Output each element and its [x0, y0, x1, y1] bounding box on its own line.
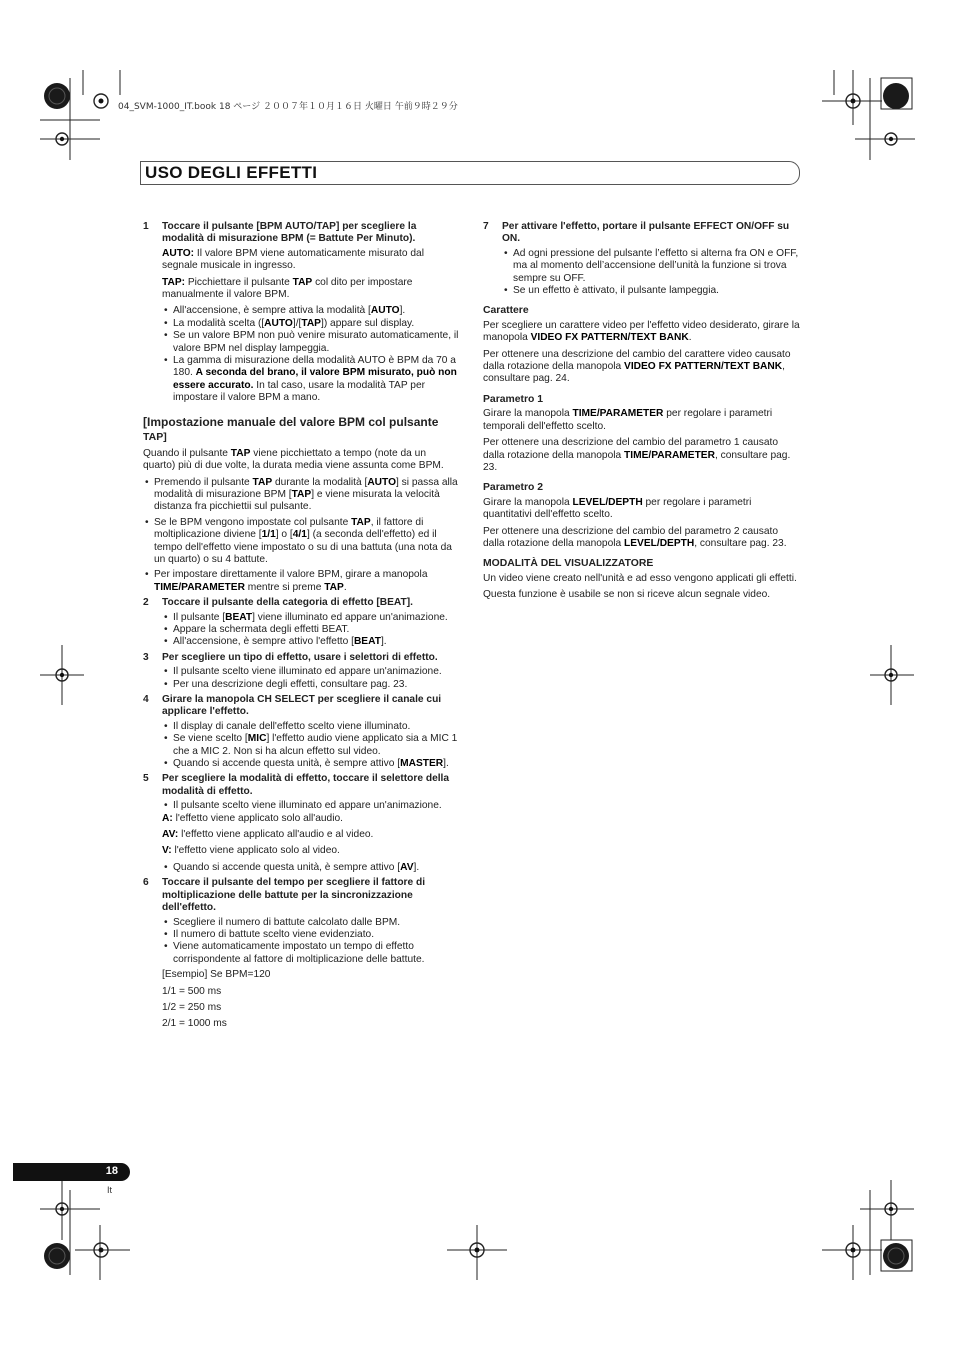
step-3: 3 Per scegliere un tipo di effetto, usare i selettori di effetto.	[143, 651, 438, 663]
step-3-notes	[143, 666, 461, 691]
list-item: • Se un valore BPM non può venire misurato automaticamente, il valore BPM nel display lampeggia.	[162, 330, 461, 355]
file-header: 04_SVM-1000_IT.book 18 ページ ２００７年１０月１６日 火曜日 午前９時２９分	[118, 102, 458, 112]
paragraph: Per ottenere una descrizione del cambio del parametro 2 causato dalla rotazione della manopola LEVEL/DEPTH, consultare pag. 23.	[483, 525, 787, 549]
paragraph: Un video viene creato nell'unità e ad esso vengono applicati gli effetti.	[483, 572, 797, 584]
mode-v-desc: V: l'effetto viene applicato solo al video.	[162, 845, 340, 857]
list-item: • Il pulsante scelto viene illuminato ed appare un'animazione.	[162, 666, 461, 678]
step-6: 6 Toccare il pulsante del tempo per scegliere il fattore di moltiplicazione delle battute per la sincronizzazione dell'effetto.	[143, 877, 426, 914]
visualizzatore-heading: MODALITÀ DEL VISUALIZZATORE	[483, 558, 654, 570]
step-4-notes	[143, 721, 461, 771]
list-item: • Ad ogni pressione del pulsante l’effetto si alterna fra ON e OFF, ma al momento dell’accensione dell’unità la funzione si trova sempre su OFF.	[502, 248, 801, 285]
paragraph: Girare la manopola TIME/PARAMETER per regolare i parametri temporali dell'effetto scelto.	[483, 408, 773, 432]
tap-intro: Quando il pulsante TAP viene picchiettato a tempo (note da un quarto) più di due volte, la durata media viene assunta come BPM.	[143, 447, 444, 472]
right-column	[483, 218, 801, 606]
list-item: • La gamma di misurazione della modalità AUTO è BPM da 70 a 180. A seconda del brano, il valore BPM misurato, può non essere accurato. In tal caso, usare la modalità TAP per impostare il valore BPM a mano.	[162, 355, 461, 405]
list-item: • Se viene scelto [MIC] l'effetto audio viene applicato sia a MIC 1 che a MIC 2. Non si ha alcun effetto sul video.	[162, 733, 461, 758]
list-item: • Il display di canale dell'effetto scelto viene illuminato.	[162, 721, 461, 733]
section-title-bar	[140, 161, 800, 185]
carattere-heading: Carattere	[483, 305, 529, 317]
parametro-2-heading: Parametro 2	[483, 482, 544, 494]
paragraph: Per ottenere una descrizione del cambio del parametro 1 causato dalla rotazione della manopola TIME/PARAMETER, consultare pag. 23.	[483, 437, 791, 473]
example-line: 1/2 = 250 ms	[162, 1001, 222, 1013]
step-1-notes	[143, 305, 461, 404]
page-title: USO DEGLI EFFETTI	[145, 163, 318, 182]
step-5-notes-2	[143, 862, 461, 874]
mode-av-desc: AV: l'effetto viene applicato all'audio e al video.	[162, 829, 374, 841]
list-item: • Se un effetto è attivato, il pulsante lampeggia.	[502, 285, 801, 297]
step-4: 4 Girare la manopola CH SELECT per scegliere il canale cui applicare l'effetto.	[143, 694, 442, 718]
language-code: It	[107, 1185, 113, 1195]
list-item: • Viene automaticamente impostato un tempo di effetto corrispondente al fattore di moltiplicazione delle battute.	[162, 941, 461, 966]
paragraph: Girare la manopola LEVEL/DEPTH per regolare i parametri quantitativi dell'effetto scelto.	[483, 496, 752, 521]
tap-section-heading: [Impostazione manuale del valore BPM col pulsante TAP]	[143, 414, 439, 443]
example-line: 2/1 = 1000 ms	[162, 1018, 227, 1030]
step-6-notes	[143, 917, 461, 967]
example-heading: [Esempio] Se BPM=120	[162, 969, 271, 981]
list-item: • Premendo il pulsante TAP durante la modalità [AUTO] si passa alla modalità di misurazione BPM [TAP] e viene misurata la velocità distanza fra picchiettii sul pulsante.	[143, 477, 461, 514]
list-item: • Per impostare direttamente il valore BPM, girare a manopola TIME/PARAMETER mentre si preme TAP.	[143, 569, 461, 594]
list-item: • Il pulsante [BEAT] viene illuminato ed appare un'animazione.	[162, 612, 461, 624]
list-item: • Quando si accende questa unità, è sempre attivo [MASTER].	[162, 758, 461, 770]
list-item: • All'accensione, è sempre attiva la modalità [AUTO].	[162, 305, 461, 317]
left-column	[143, 218, 461, 1035]
mode-a-desc: A: l'effetto viene applicato solo all'audio.	[162, 812, 343, 824]
paragraph: Per scegliere un carattere video per l'effetto video desiderato, girare la manopola VIDEO FX PATTERN/TEXT BANK.	[483, 319, 800, 344]
step-2-notes	[143, 612, 461, 649]
list-item: • Quando si accende questa unità, è sempre attivo [AV].	[162, 862, 461, 874]
paragraph: Questa funzione è usabile se non si riceve alcun segnale video.	[483, 589, 771, 601]
example-line: 1/1 = 500 ms	[162, 985, 222, 997]
list-item: • Appare la schermata degli effetti BEAT.	[162, 624, 461, 636]
step-2: 2 Toccare il pulsante della categoria di effetto [BEAT].	[143, 597, 413, 609]
page-number-tab	[13, 1163, 130, 1181]
list-item: • Il numero di battute scelto viene evidenziato.	[162, 929, 461, 941]
step-7: 7 Per attivare l'effetto, portare il pulsante EFFECT ON/OFF su ON.	[483, 221, 790, 245]
step-7-notes	[483, 248, 801, 298]
page-number: 18	[105, 1165, 118, 1177]
step-1: 1 Toccare il pulsante [BPM AUTO/TAP] per scegliere la modalità di misurazione BPM (= Battute Per Minuto).	[143, 221, 417, 245]
tap-mode-desc: TAP: Picchiettare il pulsante TAP col dito per impostare manualmente il valore BPM.	[162, 276, 413, 301]
list-item: • Scegliere il numero di battute calcolato dalle BPM.	[162, 917, 461, 929]
list-item: • Il pulsante scelto viene illuminato ed appare un'animazione.	[162, 800, 461, 812]
list-item: • Se le BPM vengono impostate col pulsante TAP, il fattore di moltiplicazione diviene [1/1] o [4/1] (a seconda dell'effetto) ed il tempo dell'effetto viene impostato o su di una battuta (una nota da un quarto) o su 4 battute.	[143, 517, 461, 567]
list-item: • All'accensione, è sempre attivo l'effetto [BEAT].	[162, 636, 461, 648]
step-5: 5 Per scegliere la modalità di effetto, toccare il selettore della modalità di effetto.	[143, 773, 450, 797]
parametro-1-heading: Parametro 1	[483, 393, 544, 405]
list-item: • La modalità scelta ([AUTO]/[TAP]) appare sul display.	[162, 318, 461, 330]
tap-notes	[143, 477, 461, 595]
auto-mode-desc: AUTO: Il valore BPM viene automaticamente misurato dal segnale musicale in ingresso.	[162, 247, 424, 272]
list-item: • Per una descrizione degli effetti, consultare pag. 23.	[162, 679, 461, 691]
step-5-notes	[143, 800, 461, 812]
paragraph: Per ottenere una descrizione del cambio del carattere video causato dalla rotazione della manopola VIDEO FX PATTERN/TEXT BANK, consultare pag. 24.	[483, 348, 791, 385]
